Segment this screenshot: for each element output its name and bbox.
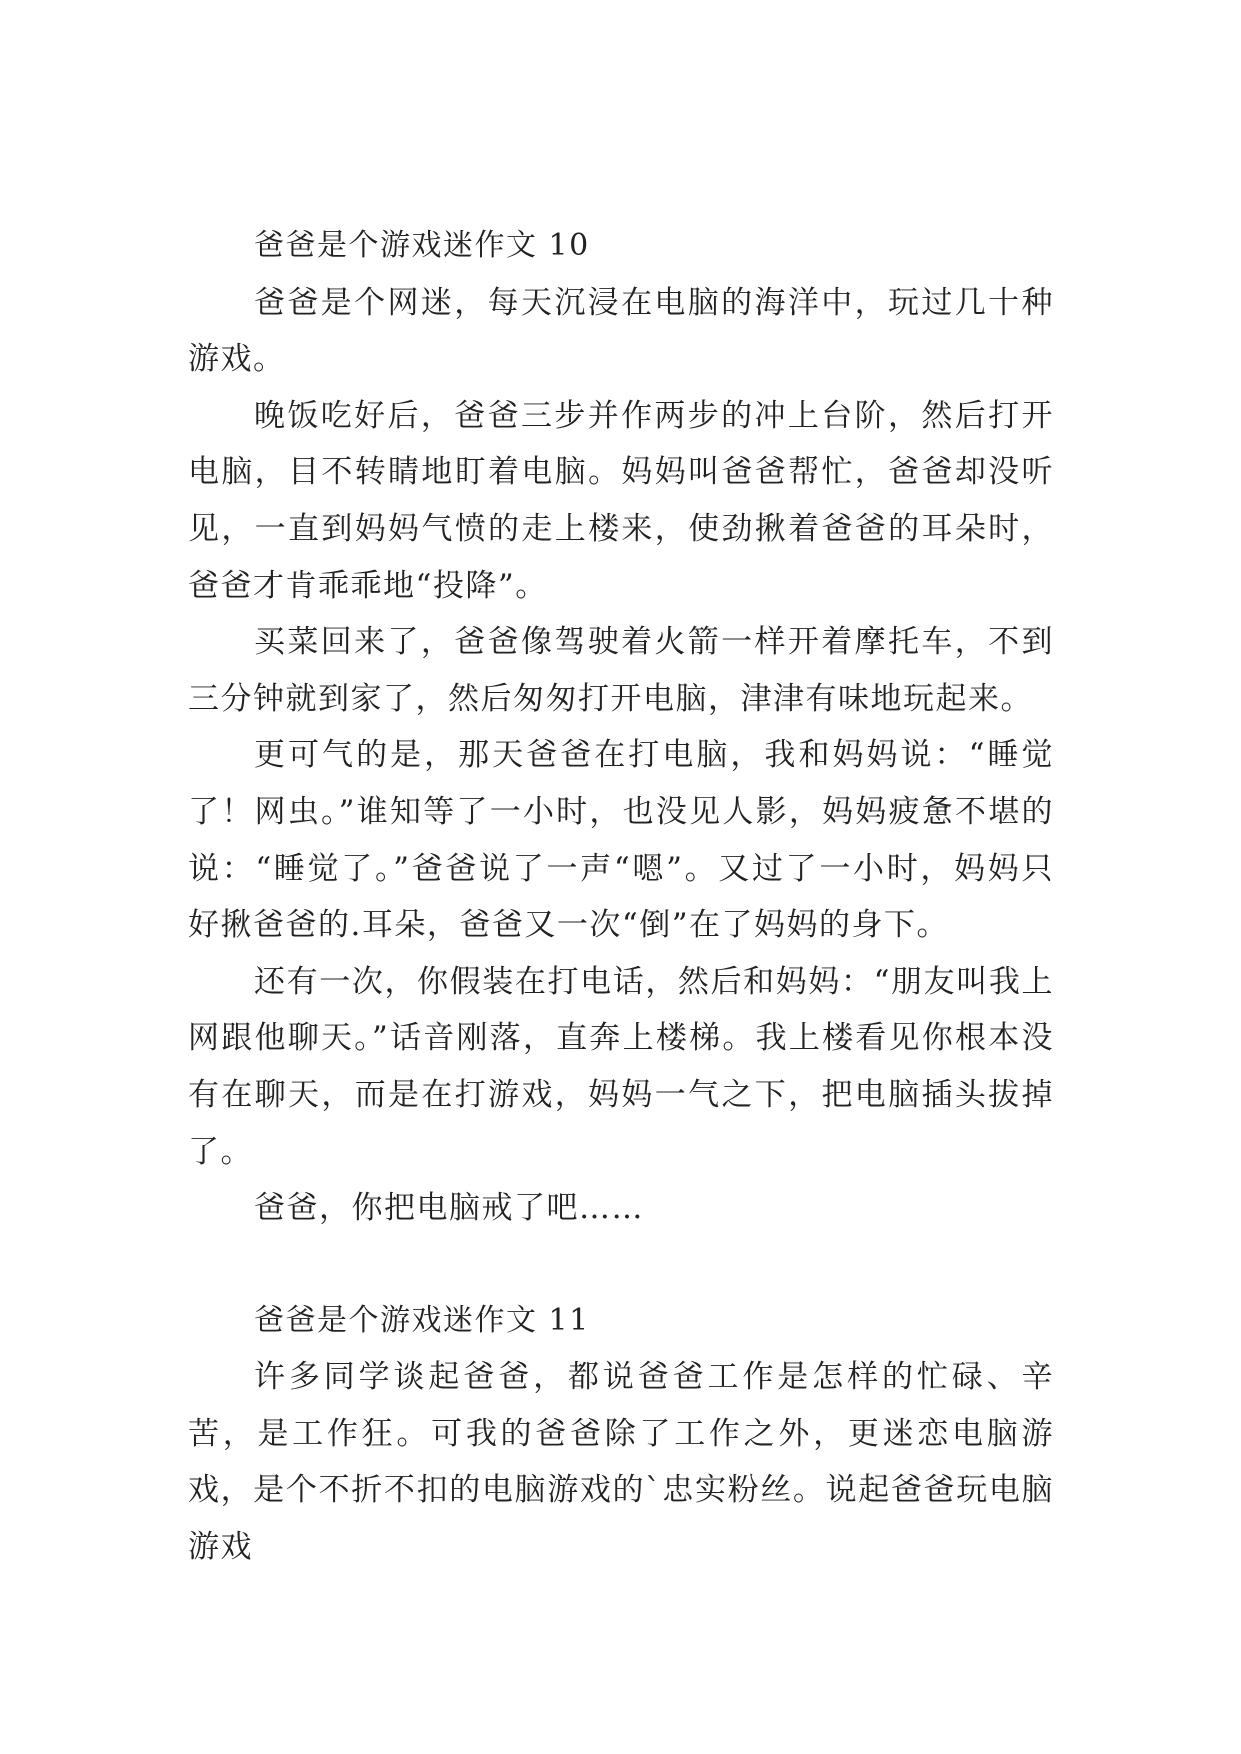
section-spacer [188,1237,1054,1293]
essay-title: 爸爸是个游戏迷作文 11 [254,1302,590,1338]
essay-section-10 [188,218,1054,1237]
paragraph: 更可气的是，那天爸爸在打电脑，我和妈妈说：“睡觉了！网虫。”谁知等了一小时，也没见人影，妈妈疲惫不堪的说：“睡觉了。”爸爸说了一声“嗯”。又过了一小时，妈妈只好揪爸爸的.耳朵，爸爸又一次“倒”在了妈妈的身下。 [188,737,1054,944]
document-body [188,218,1054,1576]
essay-title: 爸爸是个游戏迷作文 10 [254,228,590,263]
paragraph: 爸爸，你把电脑戒了吧…… [254,1190,644,1227]
paragraph: 晚饭吃好后，爸爸三步并作两步的冲上台阶，然后打开电脑，目不转睛地盯着电脑。妈妈叫爸爸帮忙，爸爸却没听见，一直到妈妈气愤的走上楼来，使劲揪着爸爸的耳朵时，爸爸才肯乖乖地“投降”。 [188,397,1054,604]
essay-section-11 [188,1293,1054,1576]
paragraph: 买菜回来了，爸爸像驾驶着火箭一样开着摩托车，不到三分钟就到家了，然后匆匆打开电脑，津津有味地玩起来。 [188,624,1054,717]
paragraph: 许多同学谈起爸爸，都说爸爸工作是怎样的忙碌、辛苦，是工作狂。可我的爸爸除了工作之外，更迷恋电脑游戏，是个不折不扣的电脑游戏的`忠实粉丝。说起爸爸玩电脑游戏 [188,1359,1054,1566]
paragraph: 爸爸是个网迷，每天沉浸在电脑的海洋中，玩过几十种游戏。 [188,284,1054,378]
paragraph: 还有一次，你假装在打电话，然后和妈妈：“朋友叫我上网跟他聊天。”话音刚落，直奔上楼梯。我上楼看见你根本没有在聊天，而是在打游戏，妈妈一气之下，把电脑插头拔掉了。 [188,963,1054,1170]
